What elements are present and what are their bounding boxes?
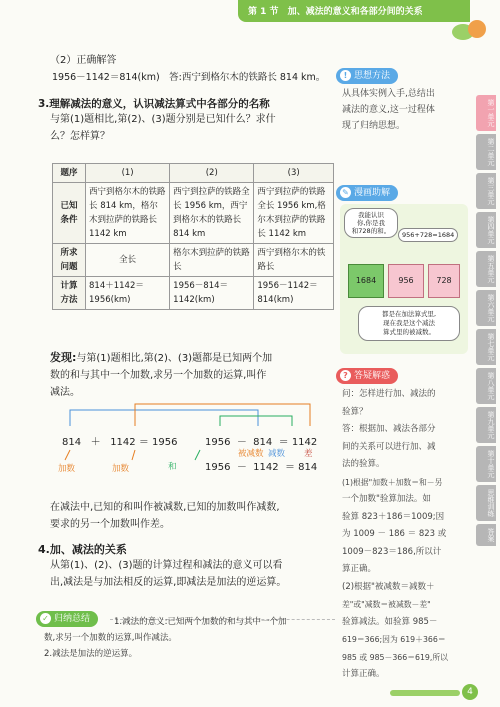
q3-line2: 么？怎样算？ (50, 131, 110, 142)
tab-unit-2[interactable]: 第二单元 (476, 134, 496, 170)
unit-tabs (476, 95, 498, 549)
tab-unit-4[interactable]: 第四单元 (476, 212, 496, 248)
check-icon: ✓ (40, 613, 51, 624)
comic-icon: ✎ (340, 187, 351, 198)
tab-unit-9[interactable]: 第九单元 (476, 407, 496, 443)
table-cell: 西宁到拉萨的铁路全长 1956 km,格尔木到拉萨的铁路长 1142 km (254, 183, 334, 244)
subtraction-names-line1: 在减法中,已知的和叫作被减数,已知的加数叫作减数, (50, 502, 280, 513)
method-text: 从具体实例入手,总结出 减法的意义,这一过程体 现了归纳思想。 (342, 89, 435, 131)
number-block: 1684 (348, 264, 384, 298)
table-header-row (53, 164, 334, 183)
speech-bubble-1: 我能认识 你,你是我 和728的和。 (344, 208, 398, 238)
table-row (53, 183, 334, 244)
table-cell: 1956－1142＝814(km) (254, 277, 334, 310)
equation-subtraction-1: 1956 － 814 ＝ 1142 (205, 437, 318, 448)
tab-answers[interactable]: 答案 (476, 524, 496, 546)
discovery-line2: 数的和与其中一个加数,求另一个加数的运算,叫作 (50, 370, 267, 381)
discovery-line3: 减法。 (50, 387, 80, 398)
p2-heading: （2）正确解答 (50, 55, 117, 66)
label-sum: 和 (168, 462, 177, 472)
label-addend-2: 加数 (112, 464, 130, 474)
tab-unit-5[interactable]: 第五单元 (476, 251, 496, 287)
speech-bubble-2: 956+728=1684 (398, 228, 458, 242)
page-number: 4 (462, 684, 478, 700)
tab-unit-10[interactable]: 第十单元 (476, 446, 496, 482)
q4-line1: 从第(1)、(2)、(3)题的计算过程和减法的意义可以看 (50, 560, 283, 571)
tab-unit-8[interactable]: 第八单元 (476, 368, 496, 404)
discovery-line1: 与第(1)题相比,第(2)、(3)题都是已知两个加 (76, 353, 273, 364)
qa-text: 问：怎样进行加、减法的 验算？ 答：根据加、减法各部分 间的关系可以进行加、减 法的验算。 (1)根据"加数＋加数＝和－另 一个加数"验算加法。如 验算 823＋186＝1009;因 为 1009 － 186 ＝ 823 或 1009－823＝186,所以计 算正确。 (2)根据"被减数＝减数＋ 差"或"减数＝被减数－差" 验算减法。如验算 985－ 619＝366;因为 619＋366＝ 985 或 985－366＝619,所以 计算正确。 (342, 389, 448, 679)
summary-line2: 数,求另一个加数的运算,叫作减法。 (44, 633, 177, 643)
q3-line1: 与第(1)题相比,第(2)、(3)题分别是已知什么？求什 (50, 114, 276, 125)
table-header-cell: (2) (170, 164, 254, 183)
tree-decoration-icon (468, 20, 486, 38)
table-header-cell: (3) (254, 164, 334, 183)
summary-badge: ✓ 归纳总结 (36, 611, 98, 627)
label-difference: 差 (304, 449, 313, 459)
q4-line2: 出,减法是与加法相反的运算,即减法是加法的逆运算。 (50, 577, 287, 588)
label-addend-1: 加数 (58, 464, 76, 474)
table-cell: 814＋1142＝1956(km) (86, 277, 170, 310)
label-subtrahend: 减数 (268, 449, 286, 459)
comic-illustration (340, 204, 468, 354)
row-label: 所求 问题 (53, 244, 86, 277)
table-row (53, 277, 334, 310)
equation-subtraction-2: 1956 － 1142 ＝ 814 (205, 462, 318, 473)
tab-unit-1[interactable]: 第一单元 (476, 95, 496, 131)
table-cell: 1956－814＝1142(km) (170, 277, 254, 310)
table-cell: 格尔木到拉萨的铁路长 (170, 244, 254, 277)
table-header-cell: (1) (86, 164, 170, 183)
section-title: 加、减法的意义和各部分间的关系 (287, 7, 423, 17)
comic-caption: 都是在加法算式里, 现在我是这个减法 算式里的被减数。 (358, 306, 460, 341)
lightbulb-icon: ! (340, 70, 351, 81)
q3-heading: 3.理解减法的意义，认识减法算式中各部分的名称 (38, 98, 270, 110)
summary-line1: 1.减法的意义:已知两个加数的和与其中一个加 (114, 617, 287, 627)
table-header-cell: 题序 (53, 164, 86, 183)
question-icon: ? (340, 370, 351, 381)
comparison-table (52, 163, 334, 310)
label-minuend: 被减数 (238, 449, 264, 459)
summary-line3: 2.减法是加法的逆运算。 (44, 649, 138, 659)
q4-heading: 4.加、减法的关系 (38, 543, 127, 556)
tab-unit-3[interactable]: 第三单元 (476, 173, 496, 209)
tab-unit-6[interactable]: 第六单元 (476, 290, 496, 326)
row-label: 已知 条件 (53, 183, 86, 244)
table-cell: 西宁到格尔木的铁路长 (254, 244, 334, 277)
table-cell: 西宁到拉萨的铁路全长 1956 km，西宁到格尔木的铁路长 814 km (170, 183, 254, 244)
subtraction-names-line2: 要求的另一个加数叫作差。 (50, 519, 170, 530)
section-number: 第 1 节 (248, 7, 279, 17)
table-row (53, 244, 334, 277)
number-block: 956 (388, 264, 424, 298)
qa-badge: ? 答疑解惑 (336, 368, 398, 384)
footer-bar (390, 690, 460, 696)
table-cell: 全长 (86, 244, 170, 277)
row-label: 计算 方法 (53, 277, 86, 310)
method-badge: ! 思想方法 (336, 68, 398, 84)
tab-thinking[interactable]: 思维训练 (476, 485, 496, 521)
tab-unit-7[interactable]: 第七单元 (476, 329, 496, 365)
p2-calc: 1956－1142＝814(km) 答:西宁到格尔木的铁路长 814 km。 (52, 72, 326, 83)
discovery-label: 发现: (50, 351, 77, 364)
table-cell: 西宁到格尔木的铁路长 814 km，格尔木到拉萨的铁路长 1142 km (86, 183, 170, 244)
chapter-header-text (248, 4, 423, 17)
comic-badge: ✎ 漫画助解 (336, 185, 398, 201)
equation-addition: 814 ＋ 1142 ＝ 1956 (62, 437, 178, 448)
number-block: 728 (428, 264, 460, 298)
